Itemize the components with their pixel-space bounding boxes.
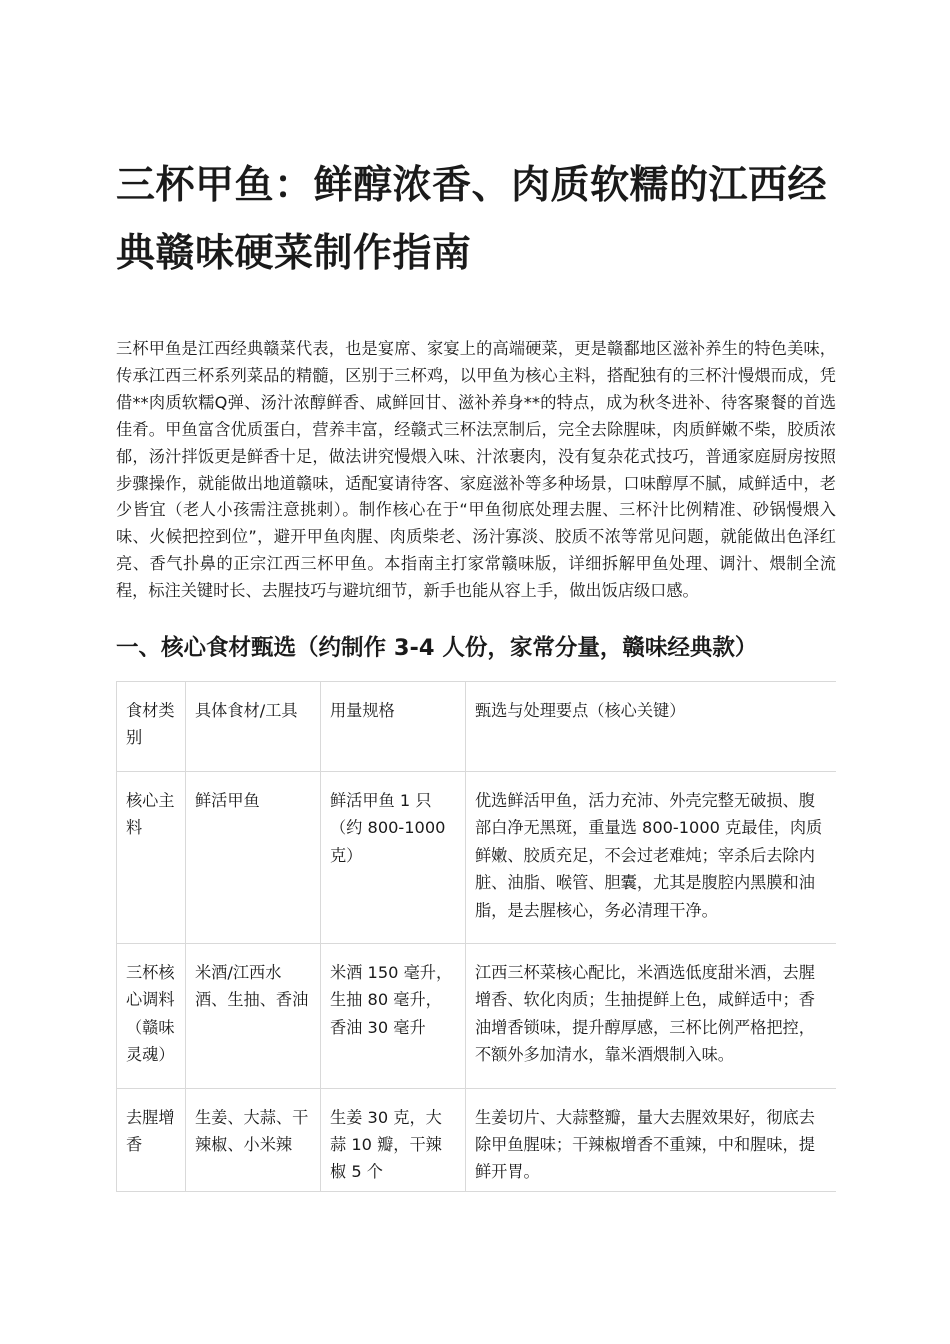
table-cell: 生姜切片、大蒜整瓣，量大去腥效果好，彻底去除甲鱼腥味；干辣椒增香不重辣，中和腥味，提鲜开胃。 xyxy=(466,1088,837,1192)
table-cell: 核心主料 xyxy=(117,771,186,943)
table-row xyxy=(117,943,837,1088)
section-heading: 一、核心食材甄选（约制作 3-4 人份，家常分量，赣味经典款） xyxy=(116,635,758,662)
intro-paragraph: 三杯甲鱼是江西经典赣菜代表，也是宴席、家宴上的高端硬菜，更是赣鄱地区滋补养生的特色美味，传承江西三杯系列菜品的精髓，区别于三杯鸡，以甲鱼为核心主料，搭配独有的三杯汁慢煨而成，凭借**肉质软糯Q弹、汤汁浓醇鲜香、咸鲜回甘、滋补养身**的特点，成为秋冬进补、待客聚餐的首选佳肴。甲鱼富含优质蛋白，营养丰富，经赣式三杯法烹制后，完全去除腥味，肉质鲜嫩不柴，胶质浓郁，汤汁拌饭更是鲜香十足，做法讲究慢煨入味、汁浓裹肉，没有复杂花式技巧，普通家庭厨房按照步骤操作，就能做出地道赣味，适配宴请待客、家庭滋补等多种场景，口味醇厚不腻，咸鲜适中，老少皆宜（老人小孩需注意挑刺）。制作核心在于“甲鱼彻底处理去腥、三杯汁比例精准、砂锅慢煨入味、火候把控到位”，避开甲鱼肉腥、肉质柴老、汤汁寡淡、胶质不浓等常见问题，就能做出色泽红亮、香气扑鼻的正宗江西三杯甲鱼。本指南主打家常赣味版，详细拆解甲鱼处理、调汁、煨制全流程，标注关键时长、去腥技巧与避坑细节，新手也能从容上手，做出饭店级口感。 xyxy=(116,339,836,601)
table-cell: 去腥增香 xyxy=(117,1088,186,1192)
table-cell: 三杯核心调料（赣味灵魂） xyxy=(117,943,186,1088)
table-header-row xyxy=(117,682,837,772)
header-cell-item: 具体食材/工具 xyxy=(186,682,321,772)
ingredients-table xyxy=(116,681,836,1192)
table-cell: 米酒/江西水酒、生抽、香油 xyxy=(186,943,321,1088)
table-row xyxy=(117,771,837,943)
header-cell-category: 食材类别 xyxy=(117,682,186,772)
table-cell: 江西三杯菜核心配比，米酒选低度甜米酒，去腥增香、软化肉质；生抽提鲜上色，咸鲜适中；香油增香锁味，提升醇厚感，三杯比例严格把控，不额外多加清水，靠米酒煨制入味。 xyxy=(466,943,837,1088)
ingredients-table-viewport xyxy=(116,681,836,1192)
header-cell-amount: 用量规格 xyxy=(321,682,466,772)
table-row xyxy=(117,1088,837,1192)
document-page xyxy=(116,152,836,1192)
table-cell: 鲜活甲鱼 xyxy=(186,771,321,943)
table-cell: 米酒 150 毫升，生抽 80 毫升，香油 30 毫升 xyxy=(321,943,466,1088)
table-cell: 生姜 30 克，大蒜 10 瓣，干辣椒 5 个 xyxy=(321,1088,466,1192)
page-title: 三杯甲鱼：鲜醇浓香、肉质软糯的江西经典赣味硬菜制作指南 xyxy=(116,163,828,276)
table-cell: 鲜活甲鱼 1 只（约 800-1000 克） xyxy=(321,771,466,943)
table-cell: 生姜、大蒜、干辣椒、小米辣 xyxy=(186,1088,321,1192)
table-cell: 优选鲜活甲鱼，活力充沛、外壳完整无破损、腹部白净无黑斑，重量选 800-1000 克最佳，肉质鲜嫩、胶质充足，不会过老难炖；宰杀后去除内脏、油脂、喉管、胆囊，尤其是腹腔内黑膜和油脂，是去腥核心，务必清理干净。 xyxy=(466,771,837,943)
header-cell-notes: 甄选与处理要点（核心关键） xyxy=(466,682,837,772)
